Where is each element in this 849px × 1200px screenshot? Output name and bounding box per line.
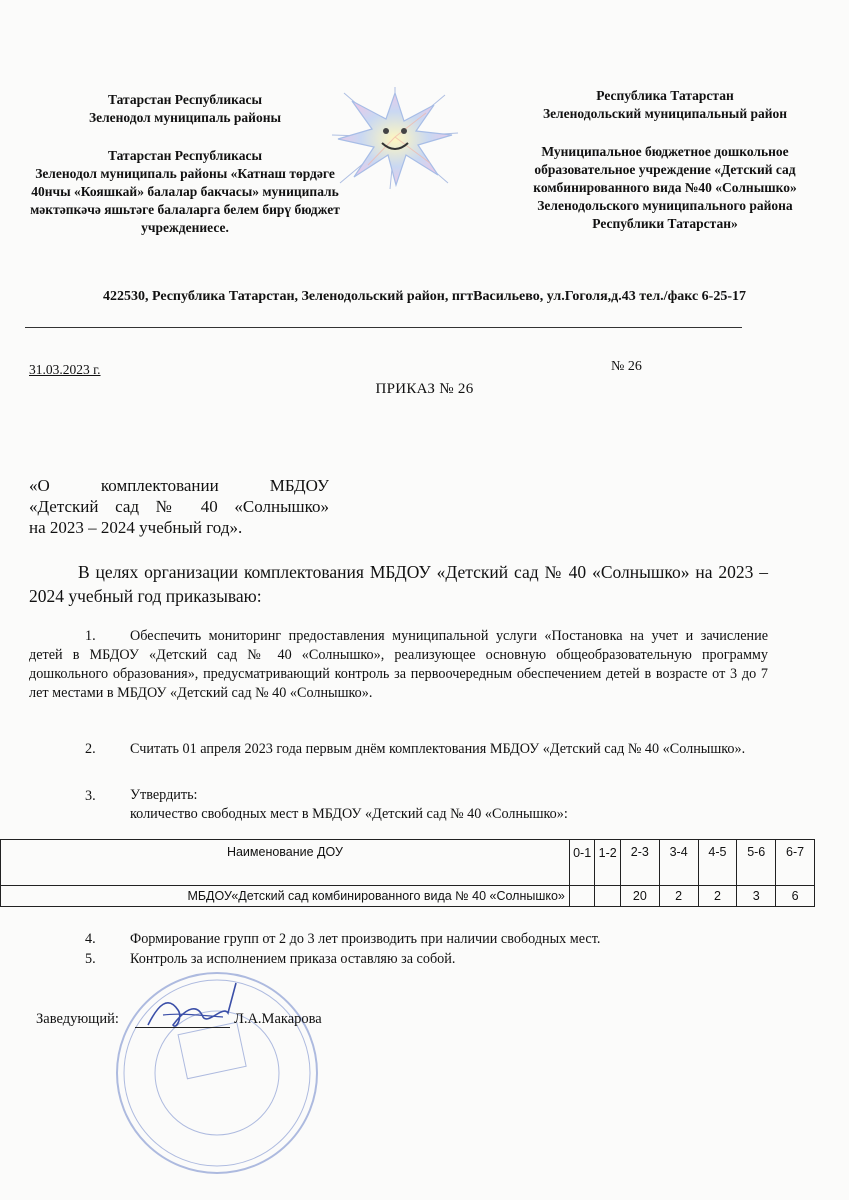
signature-label: Заведующий:: [36, 1011, 119, 1027]
item-2-text: Считать 01 апреля 2023 года первым днём комплектования МБДОУ «Детский сад № 40 «Солнышко».: [130, 741, 746, 757]
signature-line: [135, 1027, 230, 1028]
item-5-text: Контроль за исполнением приказа оставляю за собой.: [130, 951, 456, 967]
item-3-number: 3.: [85, 788, 96, 804]
address-line: 422530, Республика Татарстан, Зеленодольский район, пгтВасильево, ул.Гоголя,д.43 тел./факс 6-25-17: [102, 289, 747, 304]
signature-name: Л.А.Макарова: [234, 1011, 322, 1027]
header-right-line1: Республика Татарстан: [596, 88, 734, 103]
table-header-cell: 6-7: [776, 840, 815, 886]
table-header-cell: 2-3: [620, 840, 659, 886]
header-divider: [25, 327, 742, 328]
header-right-block: [500, 87, 830, 233]
item-3-subtext: количество свободных мест в МБДОУ «Детский сад № 40 «Солнышко»:: [130, 806, 568, 822]
table-header-cell: 3-4: [659, 840, 698, 886]
table-cell: МБДОУ«Детский сад комбинированного вида № 40 «Солнышко»: [1, 886, 570, 907]
table-header-row: [1, 840, 815, 886]
table-header-cell: 0-1: [569, 840, 595, 886]
header-left-line3: Татарстан Республикасы: [107, 148, 262, 163]
header-right-line3: Муниципальное бюджетное дошкольное образовательное учреждение «Детский сад комбинированного вида №40 «Солнышко» Зеленодольского муниципального района Республики Татарстан»: [533, 144, 797, 231]
signature-icon: [128, 975, 248, 1045]
table-cell: 6: [776, 886, 815, 907]
document-number: № 26: [611, 359, 642, 374]
order-title: ПРИКАЗ № 26: [375, 381, 474, 397]
header-left-line2: Зеленодол муниципаль районы: [88, 110, 282, 125]
item-4-text: Формирование групп от 2 до 3 лет производить при наличии свободных мест.: [130, 931, 601, 947]
item-3-text: Утвердить:: [130, 787, 198, 803]
table-header-cell: Наименование ДОУ: [1, 840, 570, 886]
item-1: [29, 627, 768, 703]
subject-line1: «О комплектовании МБДОУ: [29, 476, 329, 495]
table-header-cell: 5-6: [737, 840, 776, 886]
intro-paragraph: В целях организации комплектования МБДОУ «Детский сад № 40 «Солнышко» на 2023 – 2024 учебный год приказываю:: [29, 562, 768, 606]
table-cell: 2: [698, 886, 737, 907]
item-2: [29, 740, 768, 759]
table-cell: 3: [737, 886, 776, 907]
item-2-number: 2.: [85, 741, 96, 757]
table-header-cell: 4-5: [698, 840, 737, 886]
item-1-text: Обеспечить мониторинг предоставления муниципальной услуги «Постановка на учет и зачисление детей в МБДОУ «Детский сад № 40 «Солнышко», реализующее основную общеобразовательную программу дошкольного образования», предусматривающий контроль за первоочередным обеспечением детей в возрасте от 3 до 7 лет местами в МБДОУ «Детский сад № 40 «Солнышко».: [29, 628, 768, 701]
item-4-number: 4.: [85, 931, 96, 947]
subject-line3: на 2023 – 2024 учебный год».: [29, 518, 243, 537]
sun-logo-icon: [330, 85, 460, 190]
table-header-cell: 1-2: [595, 840, 621, 886]
table-cell: [569, 886, 595, 907]
item-1-number: 1.: [85, 628, 96, 644]
table-cell: [595, 886, 621, 907]
item-5-number: 5.: [85, 951, 96, 967]
header-left-block: [20, 91, 350, 237]
table-cell: 2: [659, 886, 698, 907]
order-subject: [29, 475, 329, 538]
table-row: [1, 886, 815, 907]
header-left-line4: Зеленодол муниципаль районы «Катнаш төрдәге 40нчы «Кояшкай» балалар бакчасы» муниципаль мәктәпкәчә яшьтәге балаларга белем бирү бюджет учреждениесе.: [30, 166, 340, 235]
vacancy-table: [0, 839, 815, 907]
header-right-line2: Зеленодольский муниципальный район: [542, 106, 788, 121]
table-cell: 20: [620, 886, 659, 907]
document-date: 31.03.2023 г.: [29, 362, 101, 377]
subject-line2: «Детский сад № 40 «Солнышко»: [29, 497, 329, 516]
header-left-line1: Татарстан Республикасы: [107, 92, 262, 107]
